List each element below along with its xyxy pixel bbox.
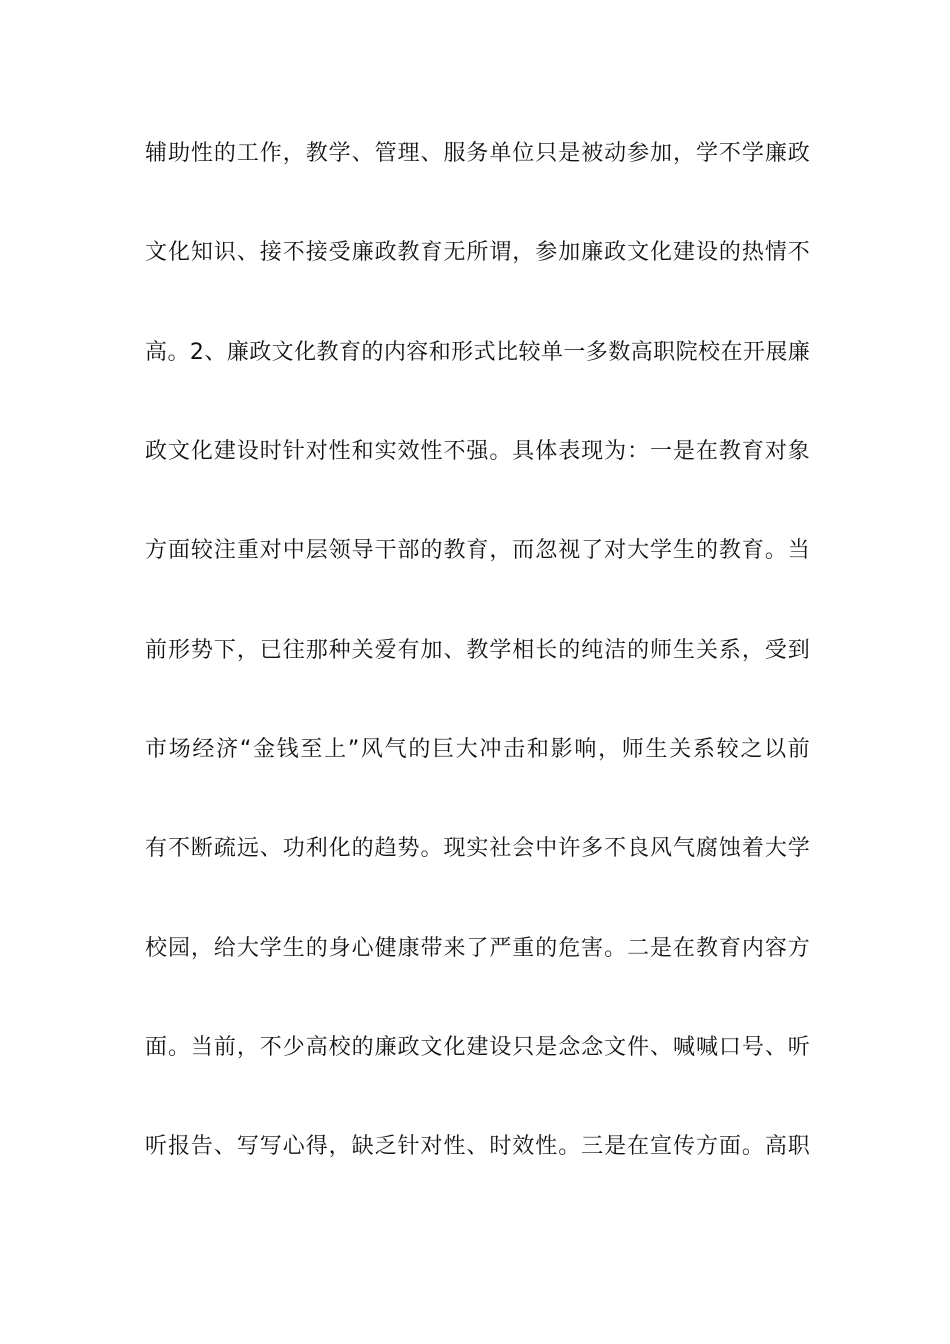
paragraph-line: 文化知识、接不接受廉政教育无所谓，参加廉政文化建设的热情不 xyxy=(145,240,810,265)
paragraph-line: 辅助性的工作，教学、管理、服务单位只是被动参加，学不学廉政 xyxy=(145,141,810,166)
paragraph-line: 高。2、廉政文化教育的内容和形式比较单一多数高职院校在开展廉 xyxy=(145,340,810,365)
paragraph-line: 市场经济“金钱至上”风气的巨大冲击和影响，师生关系较之以前 xyxy=(145,737,810,762)
paragraph-line: 校园，给大学生的身心健康带来了严重的危害。二是在教育内容方 xyxy=(145,936,810,961)
paragraph-line: 方面较注重对中层领导干部的教育，而忽视了对大学生的教育。当 xyxy=(145,538,810,563)
paragraph-line: 前形势下，已往那种关爱有加、教学相长的纯洁的师生关系，受到 xyxy=(145,638,810,663)
paragraph-line: 有不断疏远、功利化的趋势。现实社会中许多不良风气腐蚀着大学 xyxy=(145,836,810,861)
paragraph-line: 政文化建设时针对性和实效性不强。具体表现为：一是在教育对象 xyxy=(145,439,810,464)
paragraph-line: 听报告、写写心得，缺乏针对性、时效性。三是在宣传方面。高职 xyxy=(145,1134,810,1159)
paragraph-line: 面。当前，不少高校的廉政文化建设只是念念文件、喊喊口号、听 xyxy=(145,1035,810,1060)
